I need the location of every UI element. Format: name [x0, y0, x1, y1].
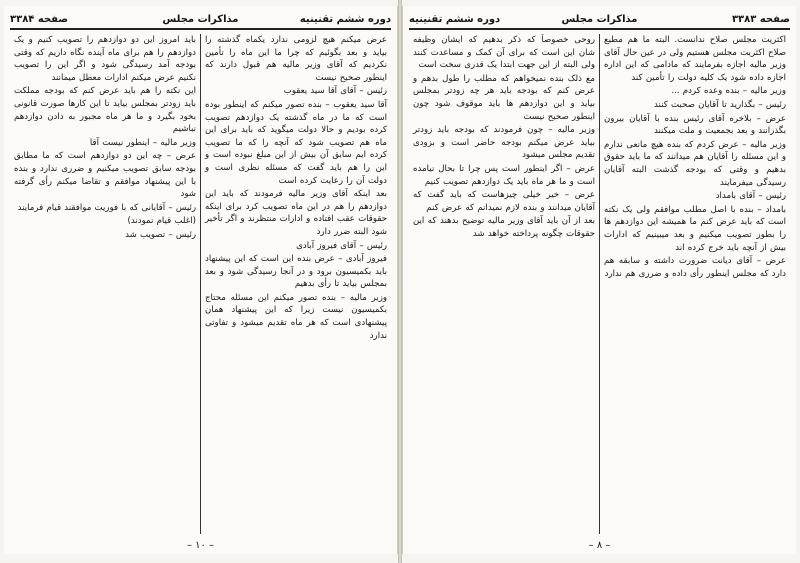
- paragraph: رئیس – آقای آقا سید یعقوب: [283, 86, 387, 97]
- paragraph: رئیس – بگذارید تا آقایان صحبت کنند: [654, 99, 786, 110]
- text-column-right: [600, 34, 790, 534]
- paragraph: روحی خصوصاً که ذکر بدهیم که ایشان وظیفه شان این است که برای آن کمک و مساعدت کنند ولی البته از این جهت ابتدا یک قدری سخت است: [413, 35, 595, 71]
- paragraph: وزیر مالیه – چون فرمودند که بودجه باید زودتر بیاید عرض میکنم بودجه حاضر است و بزودی تقدیم مجلس میشود: [413, 125, 595, 161]
- paragraph: عرض میکنم هیچ لزومی ندارد یکماه گذشته را بیاید و بعد بگوئیم که چرا ما این ماه را تأمین نکردیم که آقای وزیر مالیه هم قبول دارند که اینطور صحیح نیست: [205, 35, 387, 83]
- session-label: دوره ششم تقنینیه: [409, 13, 501, 25]
- page-number-label: صفحه ۳۳۸۴: [10, 13, 69, 25]
- paragraph: فیروز آبادی – عرض بنده این است که این پیشنهاد باید بکمیسیون برود و در آنجا رسیدگی شود و بعد بمجلس بیاید تا رأی بدهیم: [205, 254, 387, 290]
- paragraph: بعد اینکه آقای وزیر مالیه فرمودند که باید این دوازدهم را هم در این ماه تصویب کرد برای اینکه حقوقات عقب افتاده و ادارات منتظرند و اگر تأخیر شود البته ضرر دارد: [205, 189, 387, 237]
- paragraph: رئیس – آقایانی که با فوریت موافقند قیام فرمایند: [17, 202, 196, 213]
- journal-title: مذاکرات مجلس: [561, 13, 638, 25]
- paragraph: باید امروز این دو دوازدهم را تصویب کنیم و یک دوازدهم را هم برای ماه آینده نگاه داریم که وقتی بودجه آمد رسیدگی شود و اگر این را تصویب نکنیم عرض میکنم ادارات معطل میمانند: [14, 35, 196, 83]
- paragraph: عرض – اگر اینطور است پس چرا تا بحال نیامده است و ما هر ماه باید یک دوازدهم تصویب کنیم: [413, 163, 595, 187]
- paragraph: رئیس – آقای فیروز آبادی: [296, 240, 387, 251]
- paragraph: این نکته را هم باید عرض کنم که بودجه مملکت باید زودتر بمجلس بیاید تا این کارها صورت قانونی بخود بگیرد و ما هر ماه مجبور به دادن دوازدهم نباشیم: [14, 86, 196, 135]
- paragraph: رئیس – آقای بامداد: [715, 191, 786, 202]
- paragraph: وزیر مالیه – بنده تصور میکنم این مسئله محتاج بکمیسیون نیست زیرا که این پیشنهاد همان پیشنهادی است که هر ماه تقدیم میشود و تفاوتی ندارد: [205, 292, 387, 341]
- paragraph: رئیس – تصویب شد: [125, 229, 196, 240]
- paragraph: آقا سید یعقوب – بنده تصور میکنم که اینطور بوده است که ما در ماه گذشته یک دوازدهم تصویب کرده بودیم و حالا دولت میگوید که باید برای این ماه هم تصویب شود که آنچه را که ما تصویب کرده ایم سابق آن بیش از این مبلغ نبوده است و این را هم باید گفت که مسئله نظری است و دولت آن را رعایت کرده است: [205, 99, 387, 186]
- page-footer: – ۱۰ –: [186, 540, 215, 551]
- session-label: دوره ششم تقنینیه: [299, 13, 391, 25]
- text-column-left: [409, 34, 599, 534]
- paragraph: بعد از آن باید آقای وزیر مالیه توضیح بدهند که این حقوقات چگونه پرداخته خواهد شد: [413, 216, 595, 239]
- paragraph: وزیر مالیه – اینطور نیست آقا: [89, 137, 196, 148]
- paragraph: (اغلب قیام نمودند): [127, 216, 196, 227]
- text-column-left: [10, 34, 200, 534]
- right-page-header: [409, 10, 790, 30]
- left-page-columns: [10, 34, 391, 534]
- journal-title: مذاکرات مجلس: [162, 13, 239, 25]
- paragraph: عرض – خیر خیلی چیزهاست که باید گفت که آقایان میدانند و بنده لازم نمیدانم که عرض کنم: [413, 190, 595, 213]
- page-footer: – ۸ –: [588, 540, 611, 551]
- text-column-right: [201, 34, 391, 534]
- paragraph: مع ذلک بنده نمیخواهم که مطلب را طول بدهم و عرض کنم که بودجه باید هر چه زودتر بمجلس بیاید و این دوازدهم ها باید موقوف شود چون اینطور صحیح نیست: [413, 73, 595, 122]
- right-page: [402, 6, 796, 554]
- paragraph: اکثریت مجلس صلاح ندانست. البته ما هم مطیع صلاح اکثریت مجلس هستیم ولی در عین حال آقای وزیر مالیه اجازه بفرمایند که مادامی که این اداره اجازه داده شود یک کلیه دولت را تأمین کند: [604, 35, 786, 83]
- page-number-label: صفحه ۳۳۸۳: [731, 13, 790, 25]
- paragraph: وزیر مالیه – بنده وعده کردم ...: [671, 86, 786, 97]
- left-page: [4, 6, 398, 554]
- paragraph: عرض – چه این دو دوازدهم است که ما مطابق بودجه سابق تصویب میکنیم و ضرری ندارد و بنده با این پیشنهاد موافقم و تقاضا میکنم رأی گرفته شود: [14, 151, 196, 200]
- paragraph: عرض – بلاخره آقای رئیس بنده با آقایان بیرون بگذرانند و بعد بجمعیت و ملت میکنند: [604, 113, 786, 137]
- paragraph: بامداد – بنده با اصل مطلب موافقم ولی یک نکته است که باید عرض کنم ما همیشه این دوازدهم ها را بطور تصویب میکنیم و بعد میبینیم که ادارات بیش از آنچه باید خرج کرده اند: [604, 204, 786, 253]
- paragraph: عرض – آقای دیانت ضرورت داشته و سابقه هم دارد که مجلس اینطور رأی داده و ضرری هم ندارد: [604, 256, 786, 279]
- left-page-header: [10, 10, 391, 30]
- right-page-columns: [409, 34, 790, 534]
- paragraph: وزیر مالیه – عرض کردم که بنده هیچ مانعی ندارم و این مسئله را آقایان هم میدانند که ما باید حقوق بدهیم و وقتی که بودجه گذشت البته آقایان رسیدگی میفرمایند: [604, 139, 786, 188]
